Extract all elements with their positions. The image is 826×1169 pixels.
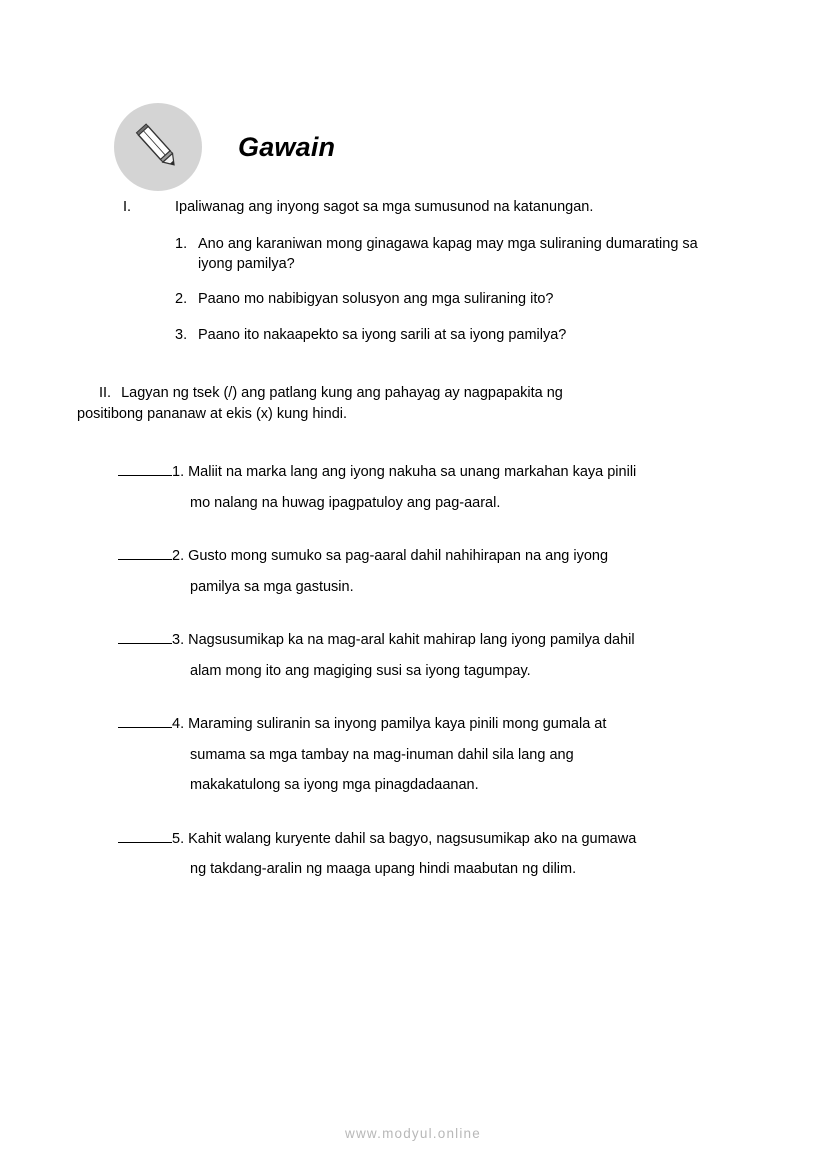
item-number: 3.: [172, 632, 185, 648]
section-two-instruction-line1: Lagyan ng tsek (/) ang patlang kung ang pahayag ay nagpapakita ng: [121, 385, 563, 401]
activity-header: [114, 103, 335, 191]
answer-blank-2[interactable]: [118, 546, 172, 560]
answer-blank-1[interactable]: [118, 462, 172, 476]
item-text-line3: makakatulong sa iyong mga pinagdadaanan.: [190, 777, 479, 793]
item-number: 2.: [172, 548, 185, 564]
section-two-numeral: II.: [99, 385, 112, 401]
item-text-line2: mo nalang na huwag ipagpatuloy ang pag-aaral.: [190, 494, 501, 511]
item-text-line2: pamilya sa mga gastusin.: [190, 578, 354, 595]
list-item: [175, 234, 735, 275]
question-text: Paano ito nakaapekto sa iyong sarili at sa iyong pamilya?: [198, 326, 567, 343]
item-number: 5.: [172, 830, 185, 847]
list-item: [118, 630, 728, 678]
item-text-line2: alam mong ito ang magiging susi sa iyong tagumpay.: [190, 662, 531, 679]
item-number: 4.: [172, 716, 185, 732]
item-text-line1: Maliit na marka lang ang iyong nakuha sa unang markahan kaya pinili: [188, 464, 637, 480]
answer-blank-4[interactable]: [118, 714, 172, 728]
list-item: [118, 714, 728, 793]
answer-blank-3[interactable]: [118, 630, 172, 644]
item-text-line1: Maraming suliranin sa inyong pamilya kaya pinili mong gumala at: [188, 716, 607, 732]
list-item: [118, 546, 728, 594]
answer-blank-5[interactable]: [118, 829, 172, 843]
pencil-icon: [114, 103, 202, 191]
list-item: [175, 289, 735, 309]
list-item: [118, 829, 728, 877]
statement-list: [118, 462, 728, 913]
section-one-instruction-text: Ipaliwanag ang inyong sagot sa mga sumusunod na katanungan.: [175, 199, 594, 215]
item-text-line2: ng takdang-aralin ng maaga upang hindi maabutan ng dilim.: [190, 861, 577, 877]
item-text-line2: sumama sa mga tambay na mag-inuman dahil sila lang ang: [190, 746, 574, 763]
question-text: Ano ang karaniwan mong ginagawa kapag may mga suliraning dumarating sa iyong pamilya?: [198, 236, 698, 273]
item-text-line1: Kahit walang kuryente dahil sa bagyo, nagsusumikap ako na gumawa: [188, 830, 637, 847]
question-number: 2.: [175, 290, 188, 307]
footer-watermark: www.modyul.online: [345, 1126, 481, 1141]
page-title: Gawain: [238, 131, 336, 162]
question-list: [175, 234, 735, 359]
item-text-line1: Gusto mong sumuko sa pag-aaral dahil nahihirapan na ang iyong: [188, 548, 609, 564]
list-item: [118, 462, 728, 510]
list-item: [175, 325, 735, 345]
question-text: Paano mo nabibigyan solusyon ang mga suliraning ito?: [198, 290, 554, 307]
question-number: 3.: [175, 326, 188, 343]
item-number: 1.: [172, 464, 185, 480]
section-two-instruction: [77, 383, 717, 425]
item-text-line1: Nagsusumikap ka na mag-aral kahit mahirap lang iyong pamilya dahil: [188, 632, 635, 648]
question-number: 1.: [175, 236, 188, 252]
section-one-instruction: [123, 198, 723, 218]
section-two-instruction-line2: positibong pananaw at ekis (x) kung hindi.: [77, 406, 348, 423]
section-one-numeral: I.: [123, 199, 132, 215]
